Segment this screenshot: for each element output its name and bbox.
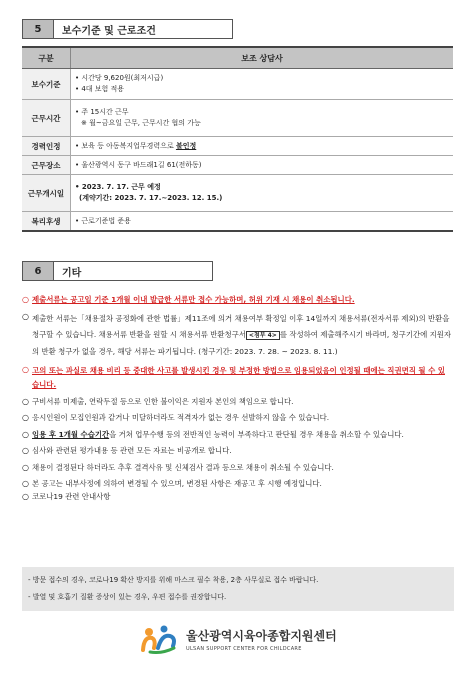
row-content: • 근로기준법 준용 bbox=[71, 212, 454, 232]
circle-bullet-icon: ○ bbox=[22, 491, 29, 501]
table-row bbox=[22, 156, 453, 175]
table-row bbox=[22, 100, 453, 137]
table-row bbox=[22, 212, 453, 232]
notice-text bbox=[32, 311, 452, 360]
circle-bullet-icon: ○ bbox=[22, 413, 29, 422]
list-item bbox=[22, 478, 452, 491]
content-line: • 보육 등 아동복지업무경력으로 bbox=[75, 141, 176, 150]
note-line: - 발열 및 호흡기 질환 증상이 있는 경우, 우편 접수를 권장합니다. bbox=[28, 593, 227, 601]
content-line: ※ 월~금요일 근무, 근무시간 협의 가능 bbox=[81, 119, 201, 127]
table-row bbox=[22, 69, 453, 100]
content-line: (계약기간: 2023. 7. 17.~2023. 12. 15.) bbox=[79, 194, 223, 202]
row-content bbox=[71, 100, 454, 137]
row-content bbox=[71, 175, 454, 212]
circle-bullet-icon: ○ bbox=[22, 462, 29, 472]
list-item bbox=[22, 462, 452, 475]
center-logo-icon bbox=[140, 624, 178, 654]
list-item bbox=[22, 311, 452, 360]
center-logo bbox=[140, 624, 337, 654]
emphasis-text: 불인정 bbox=[175, 141, 197, 150]
row-category: 근무시간 bbox=[22, 100, 71, 137]
notice-text: 응시인원이 모집인원과 같거나 미달하더라도 적격자가 없는 경우 선발하지 않을 수 있습니다. bbox=[32, 413, 330, 422]
section-number: 6 bbox=[22, 261, 54, 281]
logo-text bbox=[186, 627, 337, 652]
list-item bbox=[22, 491, 452, 504]
conditions-table bbox=[22, 46, 453, 232]
notice-text bbox=[32, 429, 404, 442]
header-position: 보조 상담사 bbox=[71, 47, 454, 69]
logo-name-en: ULSAN SUPPORT CENTER FOR CHILDCARE bbox=[186, 645, 302, 652]
row-content bbox=[71, 69, 454, 100]
section-5-header bbox=[22, 19, 233, 39]
notice-text: 제출서류는 공고일 기준 1개월 이내 발급한 서류만 접수 가능하며, 허위 기재 시 채용이 취소됩니다. bbox=[32, 295, 355, 304]
notice-text: 코로나19 관련 안내사항 bbox=[32, 491, 111, 501]
notice-list bbox=[22, 294, 452, 507]
notice-text-part: 을 거쳐 업무수행 등의 전반적인 능력이 부족하다고 판단될 경우 채용을 취소할 수 있습니다. bbox=[109, 429, 404, 439]
notice-text-part: 제출한 서류는「채용절차 공정화에 관한 법률」제11조에 의거 채용여부 확정일 이후 14일까지 채용서류(전자서류 제외)의 반환을 청구할 수 있습니다. 채용서류 반환을 원할 시 채용서류 반환청구서 bbox=[32, 313, 450, 339]
notice-text: 심사와 관련된 평가내용 등 관련 모든 자료는 비공개로 합니다. bbox=[32, 446, 232, 455]
list-item bbox=[22, 294, 452, 307]
row-category: 근무장소 bbox=[22, 156, 71, 175]
table-row bbox=[22, 175, 453, 212]
notice-text: 본 공고는 내부사정에 의하여 변경될 수 있으며, 변경된 사항은 재공고 후 시행 예정입니다. bbox=[32, 479, 322, 488]
row-category: 근무개시일 bbox=[22, 175, 71, 212]
header-category: 구분 bbox=[22, 47, 71, 69]
emphasis-text: 임용 후 1개월 수습기간 bbox=[32, 429, 110, 439]
row-category: 보수기준 bbox=[22, 69, 71, 100]
notice-text: 채용이 결정된다 하더라도 추후 결격사유 및 신체검사 결과 등으로 채용이 취소될 수 있습니다. bbox=[32, 462, 334, 472]
note-line: - 방문 접수의 경우, 코로나19 확산 방지를 위해 마스크 필수 착용, 2층 사무실로 접수 바랍니다. bbox=[28, 576, 319, 584]
section-title: 보수기준 및 근로조건 bbox=[54, 19, 233, 39]
row-content bbox=[71, 137, 454, 156]
content-line: • 4대 보험 적용 bbox=[75, 85, 125, 93]
table-row bbox=[22, 137, 453, 156]
section-6-header bbox=[22, 261, 213, 281]
notice-text: 고의 또는 과실로 채용 비리 등 중대한 사고를 발생시킨 경우 및 부정한 방법으로 임용되었음이 인정될 때에는 직권면직 될 수 있습니다. bbox=[32, 365, 445, 389]
row-content: • 울산광역시 동구 바드래1길 61(전하동) bbox=[71, 156, 454, 175]
content-line: • 시간당 9,620원(최저시급) bbox=[75, 74, 164, 82]
content-line: • 2023. 7. 17. 근무 예정 bbox=[75, 183, 161, 191]
notice-text: 구비서류 미제출, 연락두절 등으로 인한 불이익은 지원자 본인의 책임으로 합니다. bbox=[32, 396, 294, 406]
list-item bbox=[22, 412, 452, 425]
section-number: 5 bbox=[22, 19, 54, 39]
section-title: 기타 bbox=[54, 261, 213, 281]
content-line: • 주 15시간 근무 bbox=[75, 108, 129, 116]
circle-bullet-icon: ○ bbox=[22, 429, 29, 439]
table-header-row bbox=[22, 47, 453, 69]
list-item bbox=[22, 396, 452, 409]
circle-bullet-icon: ○ bbox=[22, 295, 29, 304]
logo-name-kr: 울산광역시육아종합지원센터 bbox=[186, 628, 337, 643]
covid-notes-box bbox=[22, 567, 454, 611]
circle-bullet-icon: ○ bbox=[22, 446, 29, 455]
notice-text-part: 를 작성하여 제출해주시기 바라며, 청구기간에 지원자의 반환 청구가 없을 경우, 해당 서류는 파기됩니다. (청구기간: 2023. 7. 28. ~ 2023. 8. 11.) bbox=[32, 329, 452, 356]
circle-bullet-icon: ○ bbox=[22, 311, 29, 321]
circle-bullet-icon: ○ bbox=[22, 396, 29, 406]
row-category: 경력인정 bbox=[22, 137, 71, 156]
circle-bullet-icon: ○ bbox=[22, 479, 29, 488]
list-item bbox=[22, 445, 452, 458]
attachment-badge: <첨부 4> bbox=[246, 331, 280, 340]
row-category: 복리후생 bbox=[22, 212, 71, 232]
list-item bbox=[22, 364, 452, 392]
circle-bullet-icon: ○ bbox=[22, 364, 29, 374]
list-item bbox=[22, 429, 452, 442]
